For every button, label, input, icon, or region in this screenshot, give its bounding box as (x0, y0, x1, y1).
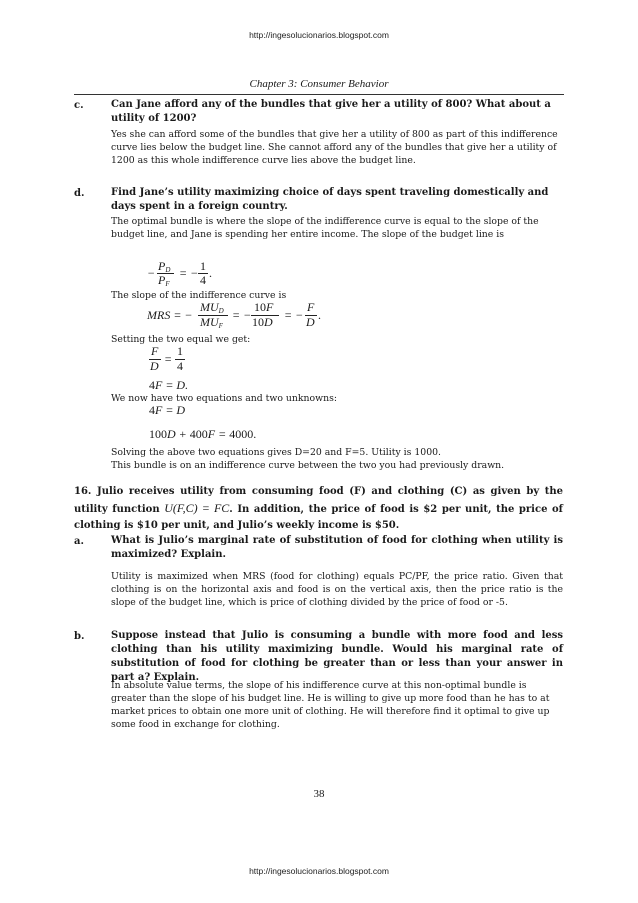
question-b: Suppose instead that Julio is consuming a bundle with more food and less clothing than his utility maximizing bundle. Would his marginal rate of substitution of food for clothing be greater than or less than your answer in part a? Explain. (111, 630, 563, 683)
question-c: Can Jane afford any of the bundles that give her a utility of 800? What about a utility of 1200? (111, 99, 551, 124)
question-16-text-a: Julio receives utility from consuming food (F) and clothing (C) as given by the utility function (74, 486, 563, 515)
item-label-d: d. (74, 188, 85, 199)
item-label-a: a. (74, 536, 84, 547)
equation-budget: 100D + 400F = 4000. (149, 427, 257, 441)
question-a: What is Julio’s marginal rate of substitution of food for clothing when utility is maximized? Explain. (111, 535, 563, 560)
header-rule (74, 94, 564, 95)
setting-equal: Setting the two equal we get: (111, 334, 251, 345)
question-d: Find Jane’s utility maximizing choice of days spent traveling domestically and days spent in a foreign country. (111, 187, 549, 212)
solving-text: Solving the above two equations gives D=20 and F=5. Utility is 1000. (111, 447, 441, 458)
item-label-c: c. (74, 100, 84, 111)
bundle-note: This bundle is on an indifference curve between the two you had previously drawn. (111, 460, 505, 471)
equation-4f-d: 4F = D. (149, 378, 189, 392)
question-16 (74, 484, 563, 534)
question-16-text-b: . In addition, the price of food is $2 per unit, the price of clothing is $10 per unit, and Julio’s weekly income is $50. (74, 504, 563, 531)
page-number: 38 (313, 788, 325, 800)
mrs-intro: The slope of the indifference curve is (111, 290, 287, 301)
chapter-title: Chapter 3: Consumer Behavior (249, 78, 389, 90)
question-16-number: 16. (74, 486, 92, 497)
equation-4f-d-2: 4F = D (149, 403, 186, 417)
utility-function: U(F,C) = FC (164, 501, 230, 515)
footer-url: http://ingesolucionarios.blogspot.com (249, 866, 389, 876)
answer-b: In absolute value terms, the slope of his indifference curve at this non-optimal bundle is greater than the slope of his budget line. He is willing to give up more food than he has to at market prices to obtain one more unit of clothing. He will therefore find it optimal to give up some food in exchange for clothing. (111, 680, 550, 730)
item-label-b: b. (74, 631, 85, 642)
answer-a: Utility is maximized when MRS (food for clothing) equals PC/PF, the price ratio. Given that clothing is on the horizontal axis and food is on the vertical axis, then the price ratio is the slope of the budget line, which is price of clothing divided by the price of food or -5. (111, 571, 563, 608)
answer-c: Yes she can afford some of the bundles that give her a utility of 800 as part of this indifference curve lies below the budget line. She cannot afford any of the bundles that give her a utility of 1200 as this whole indifference curve lies above the budget line. (111, 129, 558, 166)
two-equations: We now have two equations and two unknowns: (111, 393, 337, 404)
answer-d: The optimal bundle is where the slope of the indifference curve is equal to the slope of the budget line, and Jane is spending her entire income. The slope of the budget line is (111, 216, 539, 240)
header-url: http://ingesolucionarios.blogspot.com (249, 30, 389, 40)
